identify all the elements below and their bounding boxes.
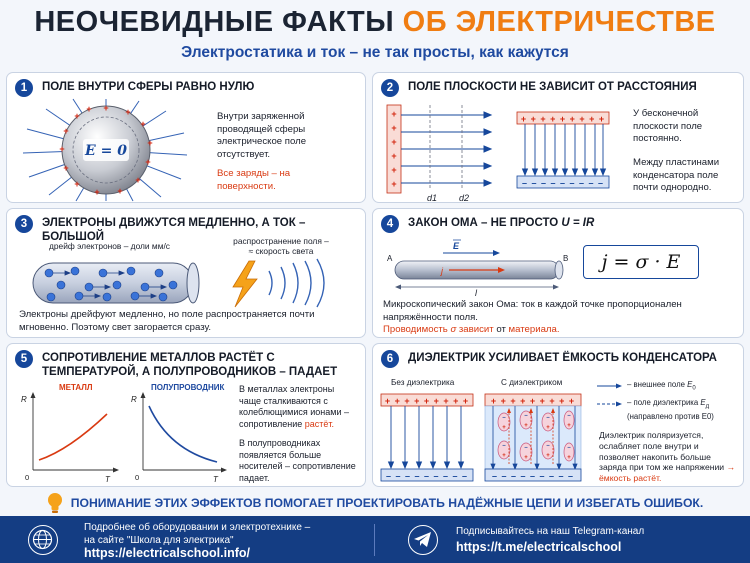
card-dielectric <box>372 343 744 487</box>
svg-text:+: + <box>63 163 69 173</box>
footer-telegram-info: Подписывайтесь на наш Telegram-канал https://t.me/electricalschool <box>456 526 645 554</box>
svg-text:+: + <box>147 138 153 148</box>
svg-text:R: R <box>21 395 27 404</box>
svg-text:+: + <box>502 453 506 459</box>
svg-text:+: + <box>391 165 397 175</box>
svg-text:+: + <box>524 423 528 429</box>
ohm-formula-box <box>583 245 699 279</box>
svg-text:0: 0 <box>25 473 30 482</box>
sphere-description: Внутри заряженной проводящей сферы электрическое поле отсутствует. <box>217 111 307 160</box>
svg-text:+ + + + + + + + +: + + + + + + + + + <box>384 396 470 406</box>
card-number: 2 <box>381 79 399 97</box>
metal-curve <box>39 414 107 460</box>
conductor-wire <box>33 263 193 303</box>
svg-text:–: – <box>567 413 571 419</box>
svg-text:+: + <box>546 453 550 459</box>
label-j: j <box>441 266 443 276</box>
footer-site-info: Подробнее об оборудовании и электротехнике – на сайте "Школа для электрика" https://electricalschool.info/ <box>84 522 311 560</box>
legend-dielectric-field: – поле диэлектрика $E_д$ (направлено против E0) <box>627 398 714 421</box>
svg-text:T: T <box>105 475 110 484</box>
dielectric-description: Диэлектрик поляризуется, ослабляет поле внутри и позволяет накопить больше заряда при том же напряжении → ёмкость растёт. <box>599 430 736 484</box>
svg-text:–: – <box>546 415 550 421</box>
ohm-formula: j = σ · E <box>601 251 681 273</box>
capacitor-no-dielectric <box>379 392 475 484</box>
telegram-link[interactable]: https://t.me/electricalschool <box>456 539 622 554</box>
bottom-note-text: ПОНИМАНИЕ ЭТИХ ЭФФЕКТОВ ПОМОГАЕТ ПРОЕКТИРОВАТЬ НАДЁЖНЫЕ ЦЕПИ И ИЗБЕГАТЬ ОШИБОК. <box>70 496 704 510</box>
metal-graph <box>21 392 119 484</box>
ohm-highlight: Проводимость σ зависит от материала. <box>383 324 560 335</box>
card-resistance-temperature <box>6 343 366 487</box>
label-e: E <box>453 241 460 251</box>
svg-text:+: + <box>502 425 506 431</box>
sphere-highlight: Все заряды – на поверхности. <box>217 168 291 192</box>
ohm-description: Микроскопический закон Ома: ток в каждой точке пропорционален напряжённости поля. <box>383 299 682 323</box>
svg-text:+: + <box>567 423 571 429</box>
card-number: 1 <box>15 79 33 97</box>
card-title: ПОЛЕ ПЛОСКОСТИ НЕ ЗАВИСИТ ОТ РАССТОЯНИЯ <box>408 81 697 93</box>
drift-label: дрейф электронов – доли мм/с <box>49 241 170 251</box>
svg-text:–: – <box>567 445 571 451</box>
svg-text:+: + <box>391 123 397 133</box>
svg-text:+: + <box>391 109 397 119</box>
svg-text:+: + <box>94 187 100 197</box>
svg-text:+: + <box>567 455 571 461</box>
svg-text:–: – <box>524 445 528 451</box>
svg-text:T: T <box>213 475 218 484</box>
card-title: ДИЭЛЕКТРИК УСИЛИВАЕТ ЁМКОСТЬ КОНДЕНСАТОРА <box>408 352 717 364</box>
semiconductor-text: В полупроводниках появляется больше носителей – сопротивление падает. <box>239 438 356 483</box>
card-ohm-law <box>372 208 744 338</box>
svg-text:+ + + + + + + + +: + + + + + + + + + <box>490 396 576 406</box>
capacitor-with-dielectric <box>483 392 583 484</box>
svg-text:+: + <box>140 119 146 129</box>
label-d1: d1 <box>427 193 438 203</box>
card-number: 4 <box>381 215 399 233</box>
svg-text:+: + <box>135 175 141 185</box>
svg-text:R: R <box>131 395 137 404</box>
svg-text:+: + <box>524 455 528 461</box>
plane-text-1: У бесконечной плоскости поле постоянно. <box>633 108 703 145</box>
svg-text:+: + <box>391 179 397 189</box>
capacitor-diagram <box>515 110 611 190</box>
svg-text:–: – <box>546 443 550 449</box>
lightbulb-icon <box>47 492 63 514</box>
resistance-graphs <box>19 380 229 487</box>
label-a: A <box>387 254 393 263</box>
svg-text:– – – – – – – – –: – – – – – – – – – <box>521 178 605 188</box>
sphere-diagram <box>21 99 191 201</box>
card-number: 5 <box>15 350 33 368</box>
footer-divider <box>374 524 375 556</box>
lightning-icon <box>233 261 257 307</box>
svg-text:–: – <box>502 415 506 421</box>
legend-lines <box>595 382 625 412</box>
globe-icon <box>28 525 58 555</box>
svg-text:+ + + + + + + + +: + + + + + + + + + <box>520 114 606 124</box>
svg-text:+: + <box>103 103 109 113</box>
sphere-label: E = 0 <box>85 143 127 159</box>
svg-text:+: + <box>391 137 397 147</box>
page-subtitle: Электростатика и ток – не так просты, как кажутся <box>181 44 569 61</box>
label-b: B <box>563 254 569 263</box>
semiconductor-label: ПОЛУПРОВОДНИК <box>151 383 225 392</box>
wave-arcs <box>269 259 324 307</box>
metal-text: В металлах электроны чаще сталкиваются с колеблющимися ионами – сопротивление растёт. <box>239 384 350 429</box>
svg-text:+: + <box>145 157 151 167</box>
card-title: СОПРОТИВЛЕНИЕ МЕТАЛЛОВ РАСТЁТ С ТЕМПЕРАТУРОЙ, А ПОЛУПРОВОДНИКОВ – ПАДАЕТ <box>42 352 338 378</box>
svg-text:+: + <box>74 179 80 189</box>
card-title: ЭЛЕКТРОНЫ ДВИЖУТСЯ МЕДЛЕННО, А ТОК – БОЛЬШОЙ <box>42 217 306 243</box>
metal-label: МЕТАЛЛ <box>59 383 93 392</box>
drift-description: Электроны дрейфуют медленно, но поле распространяется почти мгновенно. Поэтому свет загорается сразу. <box>19 309 315 333</box>
conductor-diagram <box>383 239 573 297</box>
svg-text:–: – <box>502 443 506 449</box>
card-title: ПОЛЕ ВНУТРИ СФЕРЫ РАВНО НУЛЮ <box>42 81 255 93</box>
wire-diagram <box>27 259 347 309</box>
page-title <box>0 6 750 39</box>
title-accent: ОБ ЭЛЕКТРИЧЕСТВЕ <box>402 6 716 38</box>
footer <box>0 516 750 563</box>
label-l: l <box>475 288 477 298</box>
svg-text:+: + <box>125 107 131 117</box>
svg-text:+: + <box>391 151 397 161</box>
card-title: ЗАКОН ОМА – НЕ ПРОСТО U = IR <box>408 217 595 229</box>
plane-diagram <box>385 103 495 201</box>
card-number: 3 <box>15 215 33 233</box>
site-link[interactable]: https://electricalschool.info/ <box>84 546 250 560</box>
svg-text:– – – – – – – – –: – – – – – – – – – <box>385 471 469 481</box>
capacitor-field-arrows <box>523 124 606 175</box>
plane-text-2: Между пластинами конденсатора поле почти однородно. <box>633 157 720 194</box>
telegram-icon <box>408 525 438 555</box>
svg-text:0: 0 <box>135 473 140 482</box>
label-d2: d2 <box>459 193 470 203</box>
svg-text:+: + <box>59 144 65 154</box>
bottom-note <box>0 490 750 516</box>
svg-text:+: + <box>86 104 92 114</box>
plane-field-arrows <box>401 112 491 186</box>
semiconductor-curve <box>149 406 217 462</box>
semiconductor-graph <box>131 392 227 484</box>
card-sphere-field <box>6 72 366 203</box>
no-dielectric-label: Без диэлектрика <box>391 378 455 387</box>
svg-text:–: – <box>524 413 528 419</box>
field-propagation-label: распространение поля – ≈ скорость света <box>233 236 329 256</box>
legend-external-field: – внешнее поле $E_0$ <box>627 380 696 392</box>
svg-text:+: + <box>63 126 69 136</box>
card-electron-drift <box>6 208 366 338</box>
title-main: НЕОЧЕВИДНЫЕ ФАКТЫ <box>34 6 395 38</box>
svg-text:+: + <box>74 111 80 121</box>
svg-text:– – – – – – – – –: – – – – – – – – – <box>491 471 575 481</box>
svg-text:+: + <box>117 186 123 196</box>
with-dielectric-label: С диэлектриком <box>501 378 563 387</box>
card-number: 6 <box>381 350 399 368</box>
svg-text:+: + <box>546 425 550 431</box>
card-plane-field <box>372 72 744 203</box>
